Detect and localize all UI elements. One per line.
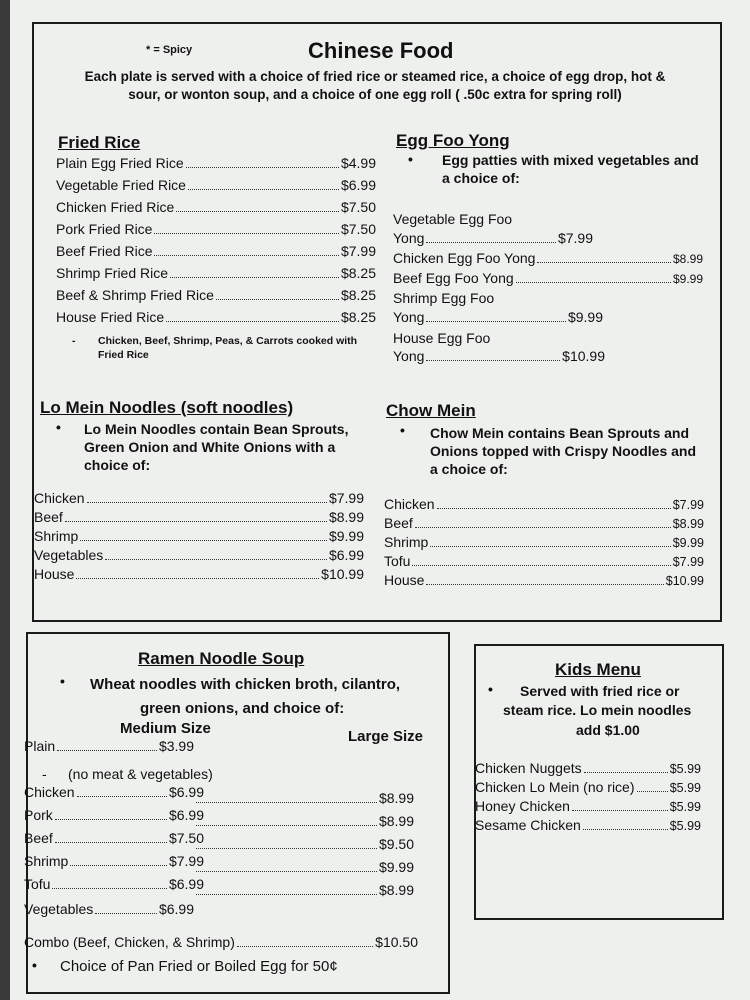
ramen-plain-note: (no meat & vegetables): [68, 766, 213, 782]
ramen-vegetables: Vegetables $6.99: [24, 901, 194, 917]
menu-item-large: $8.99: [194, 813, 414, 836]
menu-item: Chicken Nuggets $5.99: [475, 760, 701, 776]
lo-mein-list: [34, 490, 364, 585]
egg-foo-yong-house-label: House Egg Foo: [393, 330, 491, 346]
intro-text: [50, 68, 700, 104]
menu-item: Shrimp $9.99: [384, 534, 704, 550]
egg-foo-yong-beef: Beef Egg Foo Yong $9.99: [393, 270, 703, 286]
egg-foo-yong-shrimp: Yong $9.99: [393, 309, 603, 325]
page-title: Chinese Food: [308, 38, 454, 63]
intro-line-2: sour, or wonton soup, and a choice of one egg roll ( .50c extra for spring roll): [128, 87, 622, 102]
ramen-heading: Ramen Noodle Soup: [138, 649, 305, 668]
menu-item: Honey Chicken $5.99: [475, 798, 701, 814]
ramen-description-2: green onions, and choice of:: [140, 700, 345, 717]
ramen-egg-note: Choice of Pan Fried or Boiled Egg for 50¢: [60, 958, 338, 975]
chow-mein-description: Chow Mein contains Bean Sprouts and Onions topped with Crispy Noodles and a choice of:: [430, 425, 697, 477]
lo-mein-bullet: •: [56, 419, 61, 435]
intro-line-1: Each plate is served with a choice of fried rice or steamed rice, a choice of egg drop, hot &: [84, 69, 666, 84]
menu-item: Plain Egg Fried Rice $4.99: [56, 155, 376, 171]
fried-rice-note-bullet: -: [72, 335, 76, 347]
kids-menu-heading: Kids Menu: [555, 660, 641, 679]
chow-mein-heading: Chow Mein: [386, 401, 476, 420]
menu-item: Beef Fried Rice $7.99: [56, 243, 376, 259]
menu-item: Pork $6.99: [24, 807, 204, 823]
menu-item: Tofu $7.99: [384, 553, 704, 569]
menu-item: House $10.99: [34, 566, 364, 582]
menu-item-large: $8.99: [194, 882, 414, 905]
egg-foo-yong-house: Yong $10.99: [393, 348, 605, 364]
fried-rice-heading: Fried Rice: [58, 133, 141, 152]
menu-item-large: $9.99: [194, 859, 414, 882]
egg-foo-yong-veg-label: Vegetable Egg Foo: [393, 211, 513, 227]
menu-item: House $10.99: [384, 572, 704, 588]
kids-description-2: steam rice. Lo mein noodles: [503, 702, 692, 718]
kids-menu-bullet: •: [488, 681, 493, 697]
menu-item: Beef $8.99: [384, 515, 704, 531]
egg-foo-yong-description: Egg patties with mixed vegetables and a choice of:: [442, 152, 699, 186]
menu-item: Chicken $6.99: [24, 784, 204, 800]
menu-item: Vegetable Fried Rice $6.99: [56, 177, 376, 193]
ramen-bullet: •: [60, 673, 65, 689]
menu-item-large: $8.99: [194, 790, 414, 813]
egg-foo-yong-heading: Egg Foo Yong: [396, 131, 510, 150]
chow-mein-bullet: •: [400, 422, 405, 438]
egg-foo-yong-bullet: •: [408, 151, 413, 167]
ramen-medium-label: Medium Size: [120, 720, 211, 737]
menu-item: Pork Fried Rice $7.50: [56, 221, 376, 237]
menu-item: Shrimp Fried Rice $8.25: [56, 265, 376, 281]
spicy-legend: * = Spicy: [146, 44, 193, 56]
menu-item: House Fried Rice $8.25: [56, 309, 376, 325]
menu-item: Chicken $7.99: [34, 490, 364, 506]
menu-item: Chicken $7.99: [384, 496, 704, 512]
menu-item: Beef $7.50: [24, 830, 204, 846]
chow-mein-list: [384, 496, 704, 591]
ramen-egg-bullet: •: [32, 957, 37, 973]
menu-item: Chicken Lo Mein (no rice) $5.99: [475, 779, 701, 795]
egg-foo-yong-shrimp-label: Shrimp Egg Foo: [393, 290, 495, 306]
kids-description-1: Served with fried rice or: [520, 683, 680, 699]
menu-item: Beef $8.99: [34, 509, 364, 525]
menu-item: Shrimp $9.99: [34, 528, 364, 544]
ramen-description-1: Wheat noodles with chicken broth, cilantro,: [90, 676, 401, 693]
lo-mein-heading: Lo Mein Noodles (soft noodles): [40, 398, 294, 417]
egg-foo-yong-veg: Yong $7.99: [393, 230, 593, 246]
ramen-plain-note-bullet: -: [42, 766, 47, 782]
kids-menu-list: [475, 760, 701, 836]
menu-item: Vegetables $6.99: [34, 547, 364, 563]
menu-item: Chicken Fried Rice $7.50: [56, 199, 376, 215]
ramen-large-label: Large Size: [348, 728, 424, 745]
menu-item: Shrimp $7.99: [24, 853, 204, 869]
fried-rice-list: [56, 155, 376, 331]
menu-page: [10, 0, 750, 1000]
ramen-plain: Plain $3.99: [24, 738, 194, 754]
ramen-large-list: [194, 790, 414, 905]
ramen-medium-list: [24, 784, 204, 899]
menu-item: Beef & Shrimp Fried Rice $8.25: [56, 287, 376, 303]
lo-mein-description: Lo Mein Noodles contain Bean Sprouts, Green Onion and White Onions with a choice of:: [84, 421, 349, 473]
kids-description-3: add $1.00: [576, 722, 640, 738]
menu-item: Tofu $6.99: [24, 876, 204, 892]
menu-item: Sesame Chicken $5.99: [475, 817, 701, 833]
ramen-combo: Combo (Beef, Chicken, & Shrimp) $10.50: [24, 934, 418, 950]
menu-item-large: $9.50: [194, 836, 414, 859]
fried-rice-note: Chicken, Beef, Shrimp, Peas, & Carrots cooked with Fried Rice: [98, 335, 358, 361]
egg-foo-yong-chicken: Chicken Egg Foo Yong $8.99: [393, 250, 703, 266]
